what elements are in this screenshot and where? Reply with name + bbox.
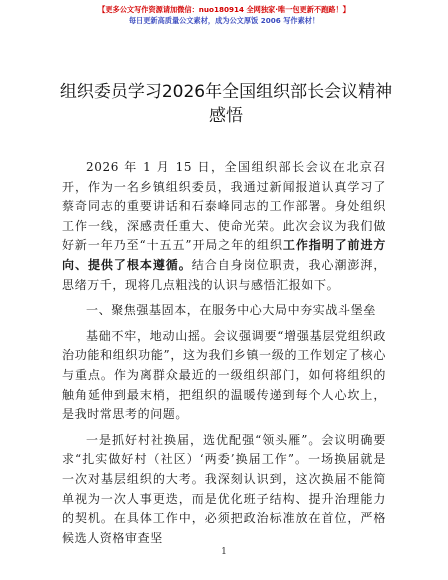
intro-text-a: 2026 年 1 月 15 日，全国组织部长会议在北京召开，作为一名乡镇组织委员，我通过新闻报道认真学习了蔡奇同志的重要讲话和石泰峰同志的工作部署。身处组织工作一线，深感责任重大、使命光荣。此次会议为我们做好新一年乃至“十五五”开局之年的组织 — [62, 160, 386, 253]
page-number: 1 — [221, 547, 227, 557]
document-title: 组织委员学习2026年全国组织部长会议精神感悟 — [59, 82, 393, 126]
section-1-paragraph-2: 一是抓好村社换届，选优配强“领头雁”。会议明确要求“扎实做好村（社区）‘两委’换届工作”。一场换届就是一次对基层组织的大考。我深刻认识到，这次换届不能简单视为一次人事更迭，而是优化班子结构、提升治理能力的契机。在具体工作中，必须把政治标准放在首位，严格候选人资格审查坚 — [62, 432, 386, 545]
section-1-paragraph-1: 基础不牢，地动山摇。会议强调要“增强基层党组织政治功能和组织功能”，这为我们乡镇一级的工作划定了核心与重点。作为离群众最近的一级组织部门，如何将组织的触角延伸到最末梢，把组织的温暖传递到每个人心坎上，是我时常思考的问题。 — [62, 328, 386, 422]
promo-banner-line-2: 每日更新高质量公文素材，成为公文厚饭 2006 写作素材！ — [128, 16, 320, 25]
intro-text-bold: 工作指明了前进方向、提供了根本遵循。 — [62, 238, 386, 272]
section-heading-1: 一、聚焦强基固本，在服务中心大局中夯实战斗堡垒 — [86, 303, 376, 318]
intro-paragraph — [62, 158, 386, 295]
document-body — [62, 158, 386, 554]
intro-text-b: 结合自身岗位职责，我心潮澎湃，思绪万千，现将几点粗浅的认识与感悟汇报如下。 — [62, 257, 386, 292]
promo-banner-line-1: 【更多公文写作资源请加微信：nuo180914 全网独家·唯一包更新不跑路！】 — [98, 5, 350, 14]
promo-banner — [0, 4, 448, 26]
